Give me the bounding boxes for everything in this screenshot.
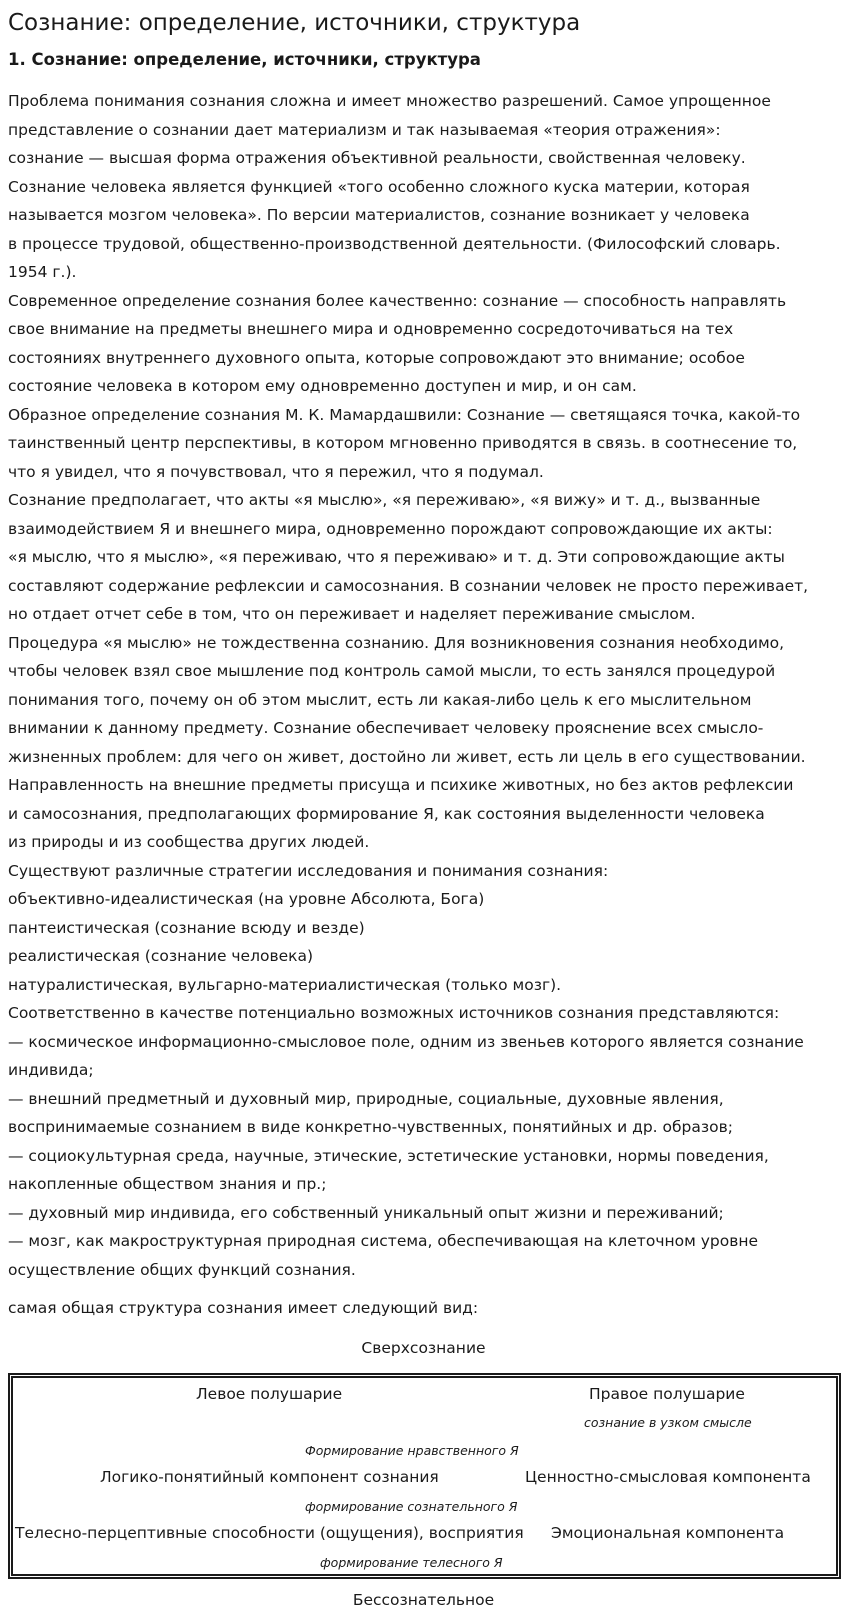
paragraph-line: натуралистическая, вульгарно-материалистическая (только мозг). [8, 975, 562, 994]
structure-intro: самая общая структура сознания имеет следующий вид: [8, 1299, 479, 1317]
paragraph-line: составляют содержание рефлексии и самосознания. В сознании человек не просто переживает, [8, 576, 809, 595]
paragraph-line: Направленность на внешние предметы присуща и психике животных, но без актов рефлексии [8, 776, 794, 794]
paragraph-line: — внешний предметный и духовный мир, природные, социальные, духовные явления, [8, 1089, 724, 1108]
bodily-self-label: формирование телесного Я [320, 1555, 503, 1570]
paragraph-line: Современное определение сознания более качественно: сознание — способность направлять [8, 291, 787, 310]
paragraph-line: состояниях внутреннего духовного опыта, которые сопровождают это внимание; особое [8, 348, 745, 367]
paragraph-line: осуществление общих функций сознания. [8, 1260, 356, 1279]
paragraph-line: внимании к данному предмету. Сознание обеспечивает человеку прояснение всех смысло- [8, 719, 764, 737]
paragraph-line: индивида; [8, 1061, 94, 1079]
paragraph-line: Соответственно в качестве потенциально возможных источников сознания представляются: [8, 1004, 780, 1022]
value-component-label: Ценностно-смысловая компонента [525, 1468, 811, 1486]
diagram-unconscious: Бессознательное [352, 1591, 495, 1609]
paragraph-line: Сознание человека является функцией «того особенно сложного куска материи, которая [8, 177, 750, 196]
paragraph-line: воспринимаемые сознанием в виде конкретно-чувственных, понятийных и др. образов; [8, 1118, 733, 1136]
left-hemisphere-label: Левое полушарие [196, 1385, 343, 1403]
paragraph-line: что я увидел, что я почувствовал, что я пережил, что я подумал. [8, 462, 544, 481]
narrow-consciousness-label: сознание в узком смысле [584, 1415, 752, 1430]
paragraph-line: — социокультурная среда, научные, этические, эстетические установки, нормы поведения, [8, 1146, 769, 1165]
consciousness-structure-diagram [8, 1373, 841, 1579]
paragraph-line: 1954 г.). [8, 263, 77, 281]
paragraph-line: взаимодействием Я и внешнего мира, одновременно порождают сопровождающие их акты: [8, 519, 773, 538]
paragraph-line: Сознание предполагает, что акты «я мыслю», «я переживаю», «я вижу» и т. д., вызванные [8, 491, 761, 509]
paragraph-line: пантеистическая (сознание всюду и везде) [8, 918, 365, 937]
document-title: Сознание: определение, источники, структура [8, 10, 581, 36]
paragraph-line: реалистическая (сознание человека) [8, 947, 314, 965]
paragraph-line: из природы и из сообщества других людей. [8, 833, 370, 851]
logical-component-label: Логико-понятийный компонент сознания [100, 1468, 439, 1486]
paragraph-line: и самосознания, предполагающих формирование Я, как состояния выделенности человека [8, 804, 765, 823]
paragraph-line: жизненных проблем: для чего он живет, достойно ли живет, есть ли цель в его существовании. [8, 747, 806, 766]
paragraph-line: Образное определение сознания М. К. Мамардашвили: Сознание — светящаяся точка, какой-то [8, 405, 801, 424]
paragraph-line: представление о сознании дает материализм и так называемая «теория отражения»: [8, 120, 721, 139]
paragraph-line: — космическое информационно-смысловое поле, одним из звеньев которого является сознание [8, 1032, 804, 1051]
body-text [8, 87, 843, 1284]
paragraph-line: Процедура «я мыслю» не тождественна сознанию. Для возникновения сознания необходимо, [8, 633, 785, 652]
paragraph-line: чтобы человек взял свое мышление под контроль самой мысли, то есть занялся процедурой [8, 662, 776, 680]
paragraph-line: — духовный мир индивида, его собственный уникальный опыт жизни и переживаний; [8, 1203, 724, 1222]
paragraph-line: — мозг, как макроструктурная природная система, обеспечивающая на клеточном уровне [8, 1232, 759, 1250]
paragraph-line: сознание — высшая форма отражения объективной реальности, свойственная человеку. [8, 149, 746, 167]
paragraph-line: накопленные обществом знания и пр.; [8, 1175, 327, 1193]
paragraph-line: состояние человека в котором ему одновременно доступен и мир, и он сам. [8, 377, 637, 395]
paragraph-line: таинственный центр перспективы, в котором мгновенно приводятся в связь. в соотнесение то, [8, 434, 798, 452]
paragraph-line: но отдает отчет себе в том, что он переживает и наделяет переживание смыслом. [8, 605, 696, 623]
diagram-superconsciousness: Сверхсознание [361, 1339, 486, 1357]
paragraph-line: понимания того, почему он об этом мыслит, есть ли какая-либо цель к его мыслительном [8, 690, 752, 709]
section-heading: 1. Сознание: определение, источники, структура [8, 50, 481, 69]
paragraph-line: Существуют различные стратегии исследования и понимания сознания: [8, 861, 609, 880]
moral-self-label: Формирование нравственного Я [305, 1443, 519, 1458]
paragraph-line: в процессе трудовой, общественно-производственной деятельности. (Философский словарь. [8, 234, 781, 253]
right-hemisphere-label: Правое полушарие [589, 1385, 745, 1403]
paragraph-line: свое внимание на предметы внешнего мира и одновременно сосредоточиваться на тех [8, 320, 734, 338]
paragraph-line: объективно-идеалистическая (на уровне Абсолюта, Бога) [8, 890, 485, 908]
conscious-self-label: формирование сознательного Я [305, 1499, 518, 1514]
paragraph-line: называется мозгом человека». По версии материалистов, сознание возникает у человека [8, 206, 750, 224]
bodily-abilities-label: Телесно-перцептивные способности (ощущения), восприятия [15, 1524, 524, 1542]
paragraph-line: «я мыслю, что я мыслю», «я переживаю, что я переживаю» и т. д. Эти сопровождающие акты [8, 548, 785, 566]
paragraph-line: Проблема понимания сознания сложна и имеет множество разрешений. Самое упрощенное [8, 92, 771, 110]
emotional-component-label: Эмоциональная компонента [551, 1524, 785, 1542]
